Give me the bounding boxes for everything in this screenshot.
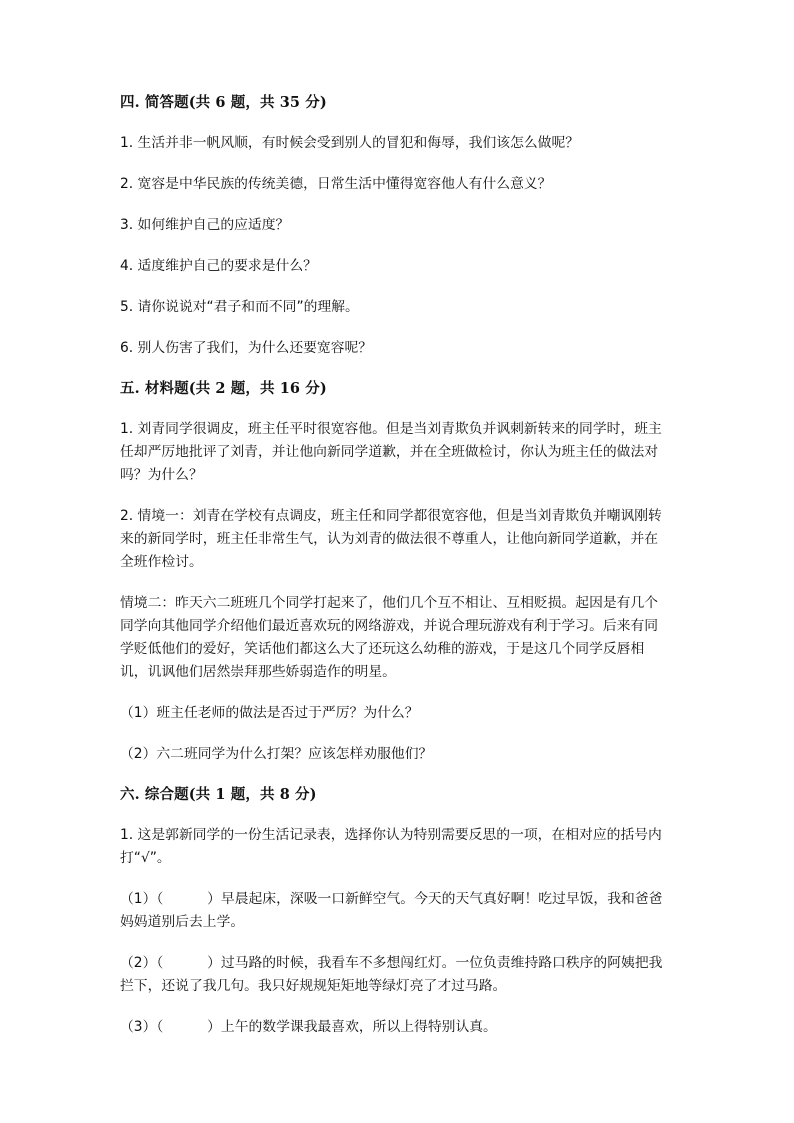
document-content: [120, 92, 670, 1049]
comprehensive-item-1: （1）（ ）早晨起床，深吸一口新鲜空气。今天的天气真好啊！吃过早饭，我和爸爸妈妈道别后去上学。: [120, 891, 663, 931]
section-title-material: 五. 材料题(共 2 题，共 16 分): [120, 380, 327, 398]
short-answer-question-1: 1. 生活并非一帆风顺，有时候会受到别人的冒犯和侮辱，我们该怎么做呢？: [120, 135, 580, 152]
material-question-2-part-1: 2. 情境一：刘青在学校有点调皮，班主任和同学都很宽容他，但是当刘青欺负并嘲讽刚转来的新同学时，班主任非常生气，认为刘青的做法很不尊重人，让他向新同学道歉，并在全班作检讨。: [120, 508, 662, 571]
comprehensive-item-3: （3）（ ）上午的数学课我最喜欢，所以上得特别认真。: [120, 1019, 497, 1036]
comprehensive-question-1: 1. 这是郭新同学的一份生活记录表，选择你认为特别需要反思的一项，在相对应的括号内打“√”。: [120, 827, 662, 867]
short-answer-question-2: 2. 宽容是中华民族的传统美德，日常生活中懂得宽容他人有什么意义？: [120, 176, 552, 193]
comprehensive-item-2: （2）（ ）过马路的时候，我看车不多想闯红灯。一位负责维持路口秩序的阿姨把我拦下，还说了我几句。我只好规规矩矩地等绿灯亮了才过马路。: [120, 955, 663, 995]
short-answer-question-6: 6. 别人伤害了我们，为什么还要宽容呢？: [120, 340, 373, 357]
short-answer-question-4: 4. 适度维护自己的要求是什么？: [120, 258, 317, 275]
short-answer-question-5: 5. 请你说说对“君子和而不同”的理解。: [120, 299, 359, 316]
section-title-comprehensive: 六. 综合题(共 1 题，共 8 分): [120, 786, 317, 804]
material-subquestion-1: （1）班主任老师的做法是否过于严厉？为什么？: [120, 705, 419, 722]
section-title-short-answer: 四. 简答题(共 6 题，共 35 分): [120, 94, 327, 111]
material-subquestion-2: （2）六二班同学为什么打架？应该怎样劝服他们？: [120, 746, 433, 763]
material-question-1: 1. 刘青同学很调皮，班主任平时很宽容他。但是当刘青欺负并讽刺新转来的同学时，班主任却严厉地批评了刘青，并让他向新同学道歉，并在全班做检讨，你认为班主任的做法对吗？为什么？: [120, 421, 662, 484]
material-question-2-part-2: 情境二：昨天六二班班几个同学打起来了，他们几个互不相让、互相贬损。起因是有几个同学向其他同学介绍他们最近喜欢玩的网络游戏，并说合理玩游戏有利于学习。后来有同学贬低他们的爱好，笑话他们都这么大了还玩这么幼稚的游戏，于是这几个同学反唇相讥，讥讽他们居然崇拜那些娇弱造作的明星。: [120, 595, 659, 681]
short-answer-question-3: 3. 如何维护自己的应适度？: [120, 217, 290, 234]
